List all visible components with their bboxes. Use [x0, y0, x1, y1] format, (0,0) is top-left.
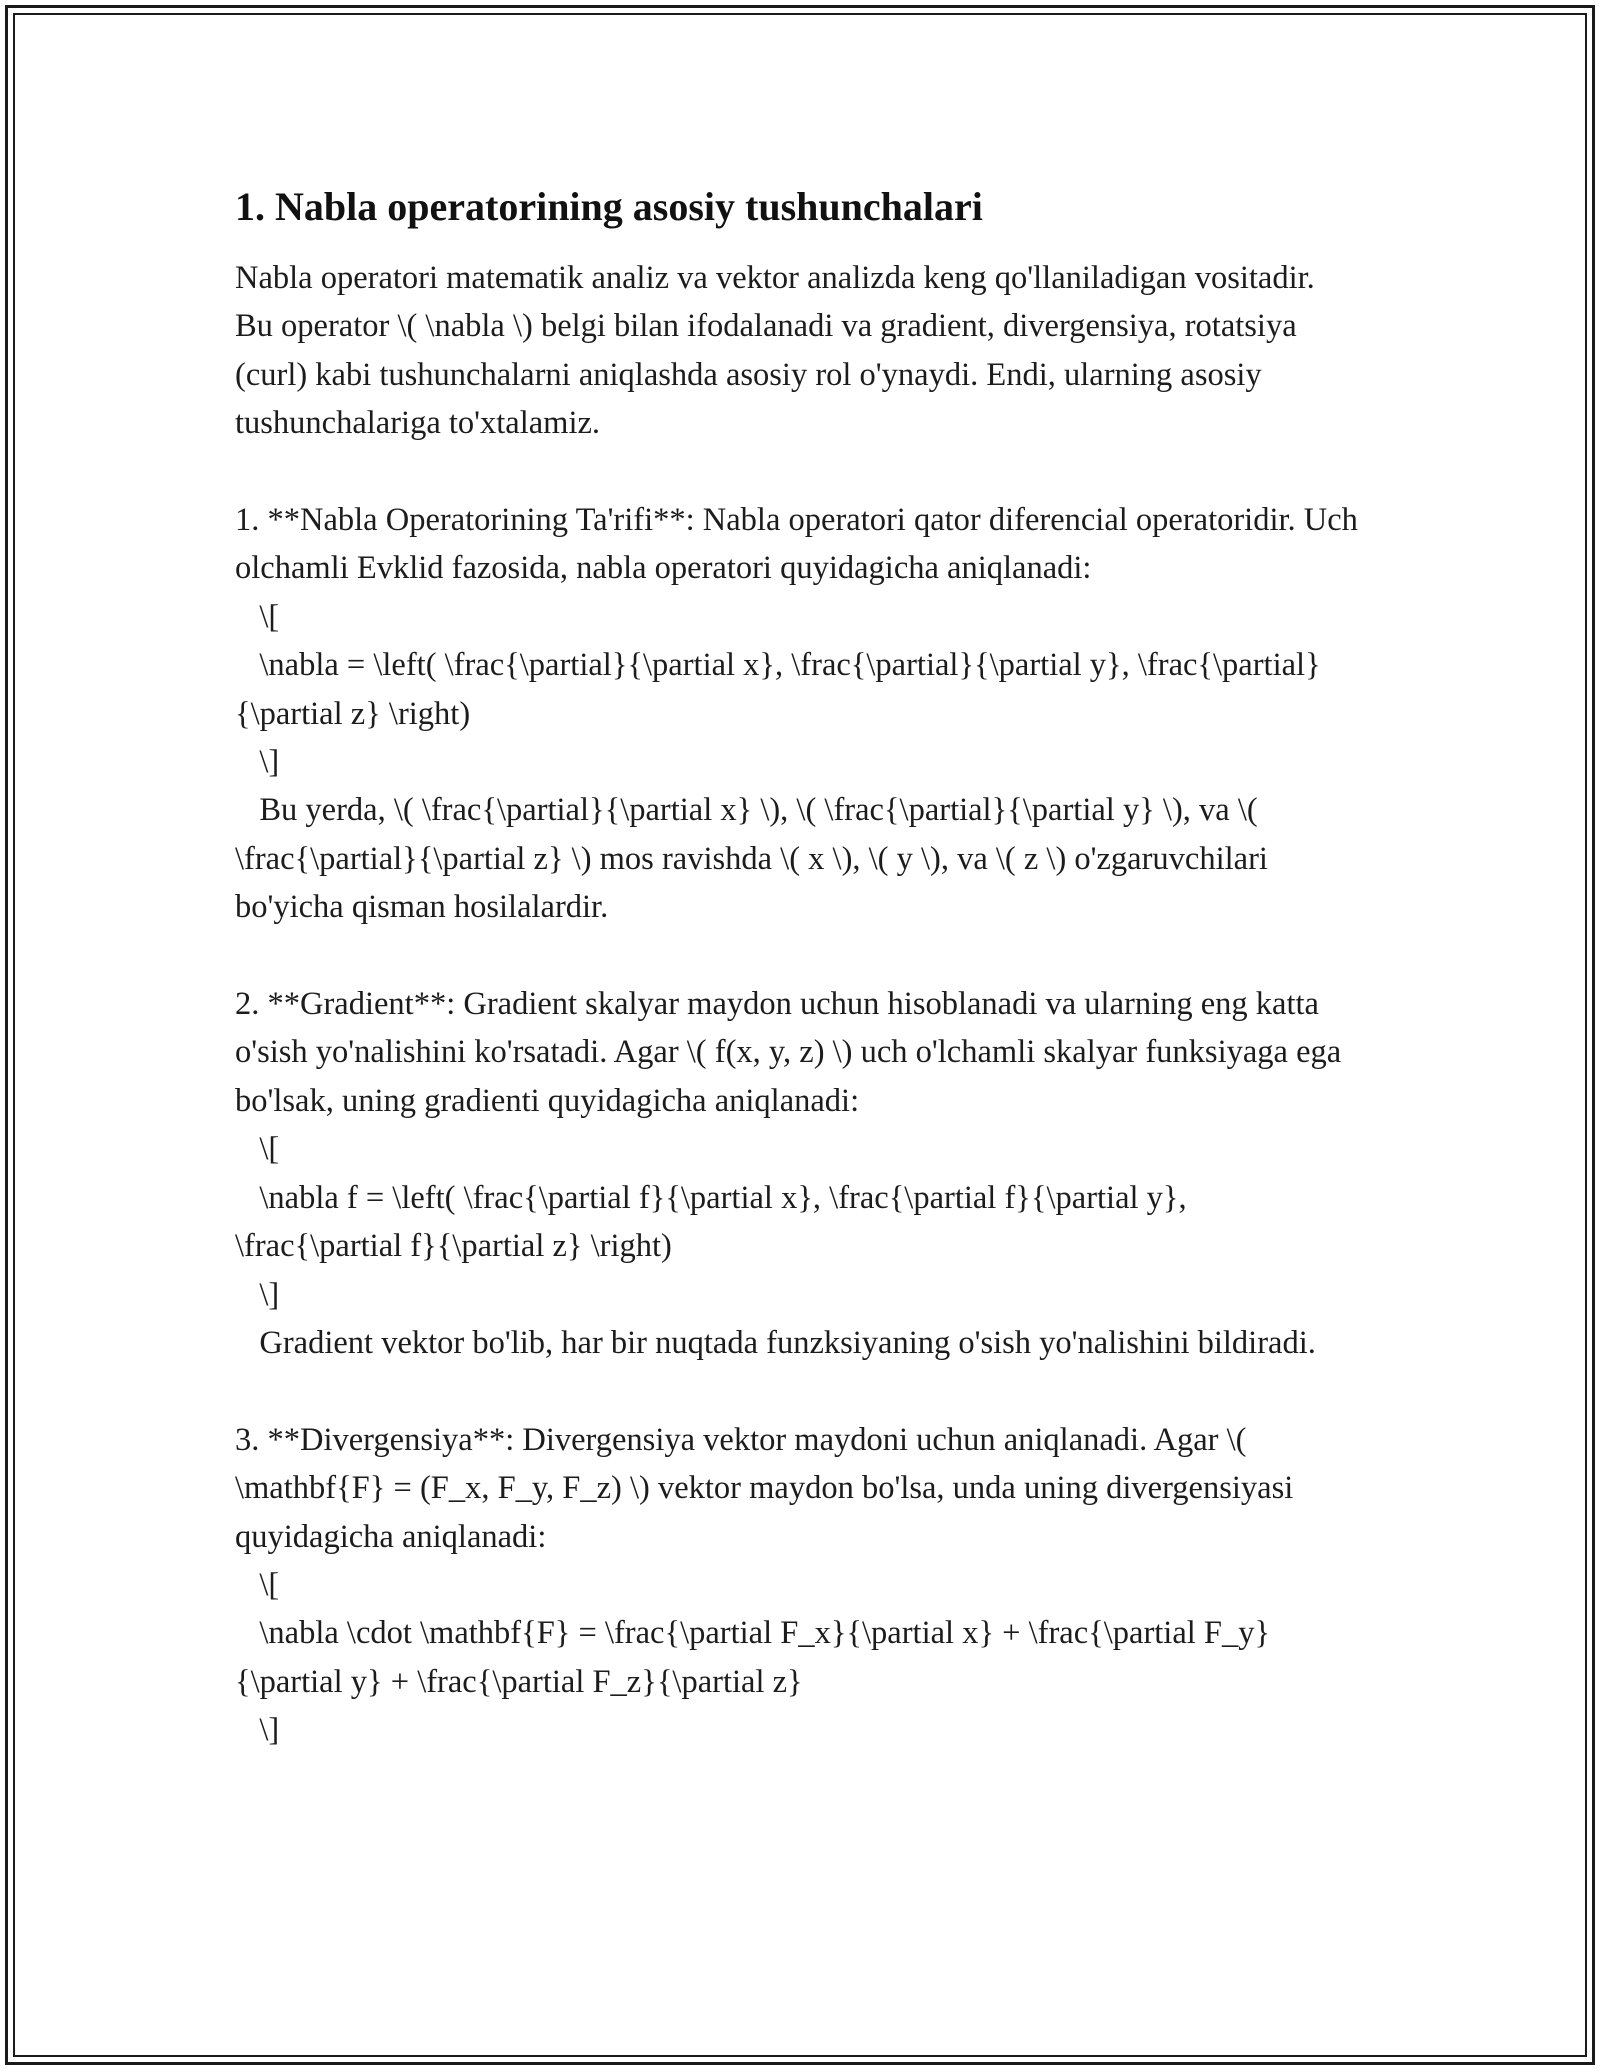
section-note: Bu yerda, \( \frac{\partial}{\partial x} \), \( \frac{\partial}{\partial y} \), va \( \frac{\partial}{\partial z} \) mos ravishda \( x \), \( y \), va \( z \) o'zgaruvchilari bo'yicha qisman hosilalardir.: [235, 792, 1277, 926]
section-divergence: [235, 1416, 1360, 1755]
formula-open: \[: [235, 598, 280, 635]
formula-open: \[: [235, 1566, 280, 1603]
formula-text: \nabla \cdot \mathbf{F} = \frac{\partial F_x}{\partial x} + \frac{\partial F_y}{\partial y} + \frac{\partial F_z}{\partial z}: [235, 1615, 1271, 1700]
section-lead: 3. **Divergensiya**: Divergensiya vektor maydoni uchun aniqlanadi. Agar \( \mathbf{F} = (F_x, F_y, F_z) \) vektor maydon bo'lsa, unda uning divergensiyasi quyidagicha aniqlanadi:: [235, 1421, 1302, 1555]
formula-open: \[: [235, 1131, 280, 1168]
intro-paragraph: Nabla operatori matematik analiz va vektor analizda keng qo'llaniladigan vositadir. Bu operator \( \nabla \) belgi bilan ifodalanadi va gradient, divergensiya, rotatsiya (curl) kabi tushunchalarni aniqlashda asosiy rol o'ynaydi. Endi, ularning asosiy tushunchalariga to'xtalamiz.: [235, 260, 1323, 442]
formula-text: \nabla f = \left( \frac{\partial f}{\partial x}, \frac{\partial f}{\partial y}, \frac{\partial f}{\partial z} \right): [235, 1179, 1195, 1265]
paragraph-spacer: [235, 1367, 1360, 1415]
section-nabla-definition: [235, 496, 1367, 932]
section-heading: 1. Nabla operatorining asosiy tushunchalari: [235, 184, 983, 229]
formula-close: \]: [235, 1276, 280, 1313]
section-note: Gradient vektor bo'lib, har bir nuqtada funzksiyaning o'sish yo'nalishini bildiradi.: [235, 1324, 1316, 1361]
document-body: [235, 183, 1367, 1755]
paragraph-spacer: [235, 448, 1360, 496]
section-lead: 2. **Gradient**: Gradient skalyar maydon uchun hisoblanadi va ularning eng katta o'sish yo'nalishini ko'rsatadi. Agar \( f(x, y, z) \) uch o'lchamli skalyar funksiyaga ega bo'lsak, uning gradienti quyidagicha aniqlanadi:: [235, 986, 1350, 1119]
section-lead: 1. **Nabla Operatorining Ta'rifi**: Nabla operatori qator diferencial operatoridir. Uch olchamli Evklid fazosida, nabla operatori quyidagicha aniqlanadi:: [235, 502, 1367, 587]
formula-text: \nabla = \left( \frac{\partial}{\partial x}, \frac{\partial}{\partial y}, \frac{\partial}{\partial z} \right): [235, 647, 1321, 732]
paragraph-spacer: [235, 932, 1360, 980]
section-gradient: [235, 980, 1360, 1367]
formula-close: \]: [235, 1712, 280, 1749]
formula-close: \]: [235, 744, 280, 781]
